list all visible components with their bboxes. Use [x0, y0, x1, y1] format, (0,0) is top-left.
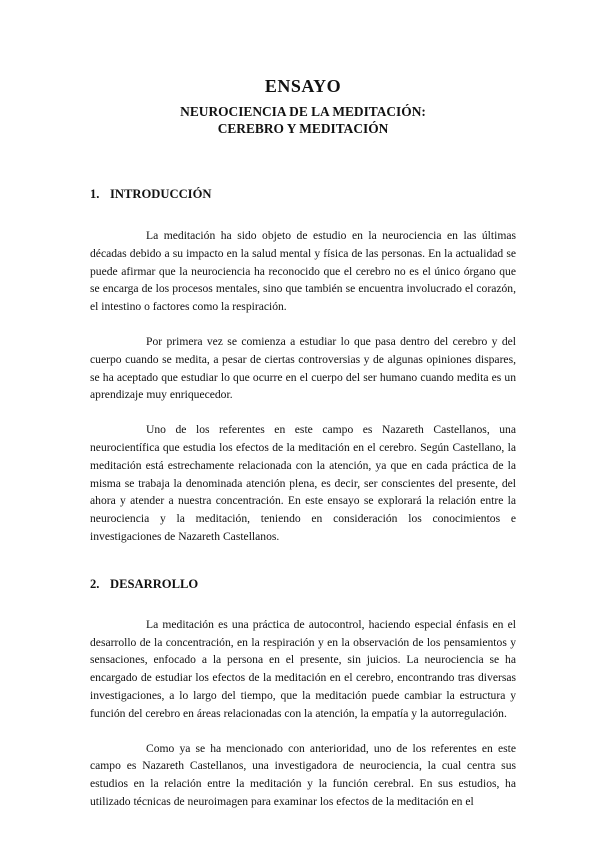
- document-subtitle-line-1: NEUROCIENCIA DE LA MEDITACIÓN:: [180, 104, 426, 119]
- paragraph: La meditación es una práctica de autocontrol, haciendo especial énfasis en el desarrollo de la concentración, en la respiración y en la observación de los pensamientos y sensaciones, enfocado a la persona en el presente, sin juicios. La neurociencia se ha encargado de estudiar los efectos de la meditación en el cerebro, encontrando tras diversas investigaciones, a lo largo del tiempo, que la meditación puede cambiar la estructura y función del cerebro en áreas relacionadas con la atención, la empatía y la autorregulación.: [90, 617, 516, 720]
- document-subtitle-line-2: CEREBRO Y MEDITACIÓN: [217, 121, 389, 136]
- section-title: INTRODUCCIÓN: [110, 187, 212, 201]
- paragraph: La meditación ha sido objeto de estudio en la neurociencia en las últimas décadas debido a su impacto en la salud mental y física de las personas. En la actualidad se puede afirmar que la neurociencia ha reconocido que el cerebro no es el único órgano que se encarga de los procesos mentales, sino que también se encuentra involucrado el corazón, el intestino o factores como la respiración.: [90, 229, 516, 314]
- section-number: 2.: [90, 576, 100, 591]
- paragraph: Uno de los referentes en este campo es Nazareth Castellanos, una neurocientífica que estudia los efectos de la meditación en el cerebro. Según Castellano, la meditación está estrechamente relacionada con la atención, ya que en cada práctica de la misma se trabaja la denominada atención plena, es decir, ser conscientes del presente, del ahora y atender a nuestra concentración. En este ensayo se explorará la relación entre la neurociencia y la meditación, teniendo en consideración los conocimientos e investigaciones de Nazareth Castellanos.: [90, 423, 516, 543]
- section-title: DESARROLLO: [110, 576, 199, 591]
- paragraph: Por primera vez se comienza a estudiar lo que pasa dentro del cerebro y del cuerpo cuando se medita, a pesar de ciertas controversias y de algunas opiniones dispares, se ha aceptado que estudiar lo que ocurre en el cuerpo del ser humano cuando medita es un aprendizaje muy enriquecedor.: [90, 334, 516, 402]
- paragraph: Como ya se ha mencionado con anterioridad, uno de los referentes en este campo es Nazareth Castellanos, una investigadora de neurociencia, la cual centra sus estudios en la relación entre la meditación y la función cerebral. En sus estudios, ha utilizado técnicas de neuroimagen para examinar los efectos de la meditación en el: [90, 741, 516, 808]
- section-number: 1.: [90, 187, 100, 201]
- document-title: ENSAYO: [264, 76, 342, 96]
- section-heading-desarrollo: [90, 577, 516, 592]
- section-heading-introduccion: [90, 187, 516, 202]
